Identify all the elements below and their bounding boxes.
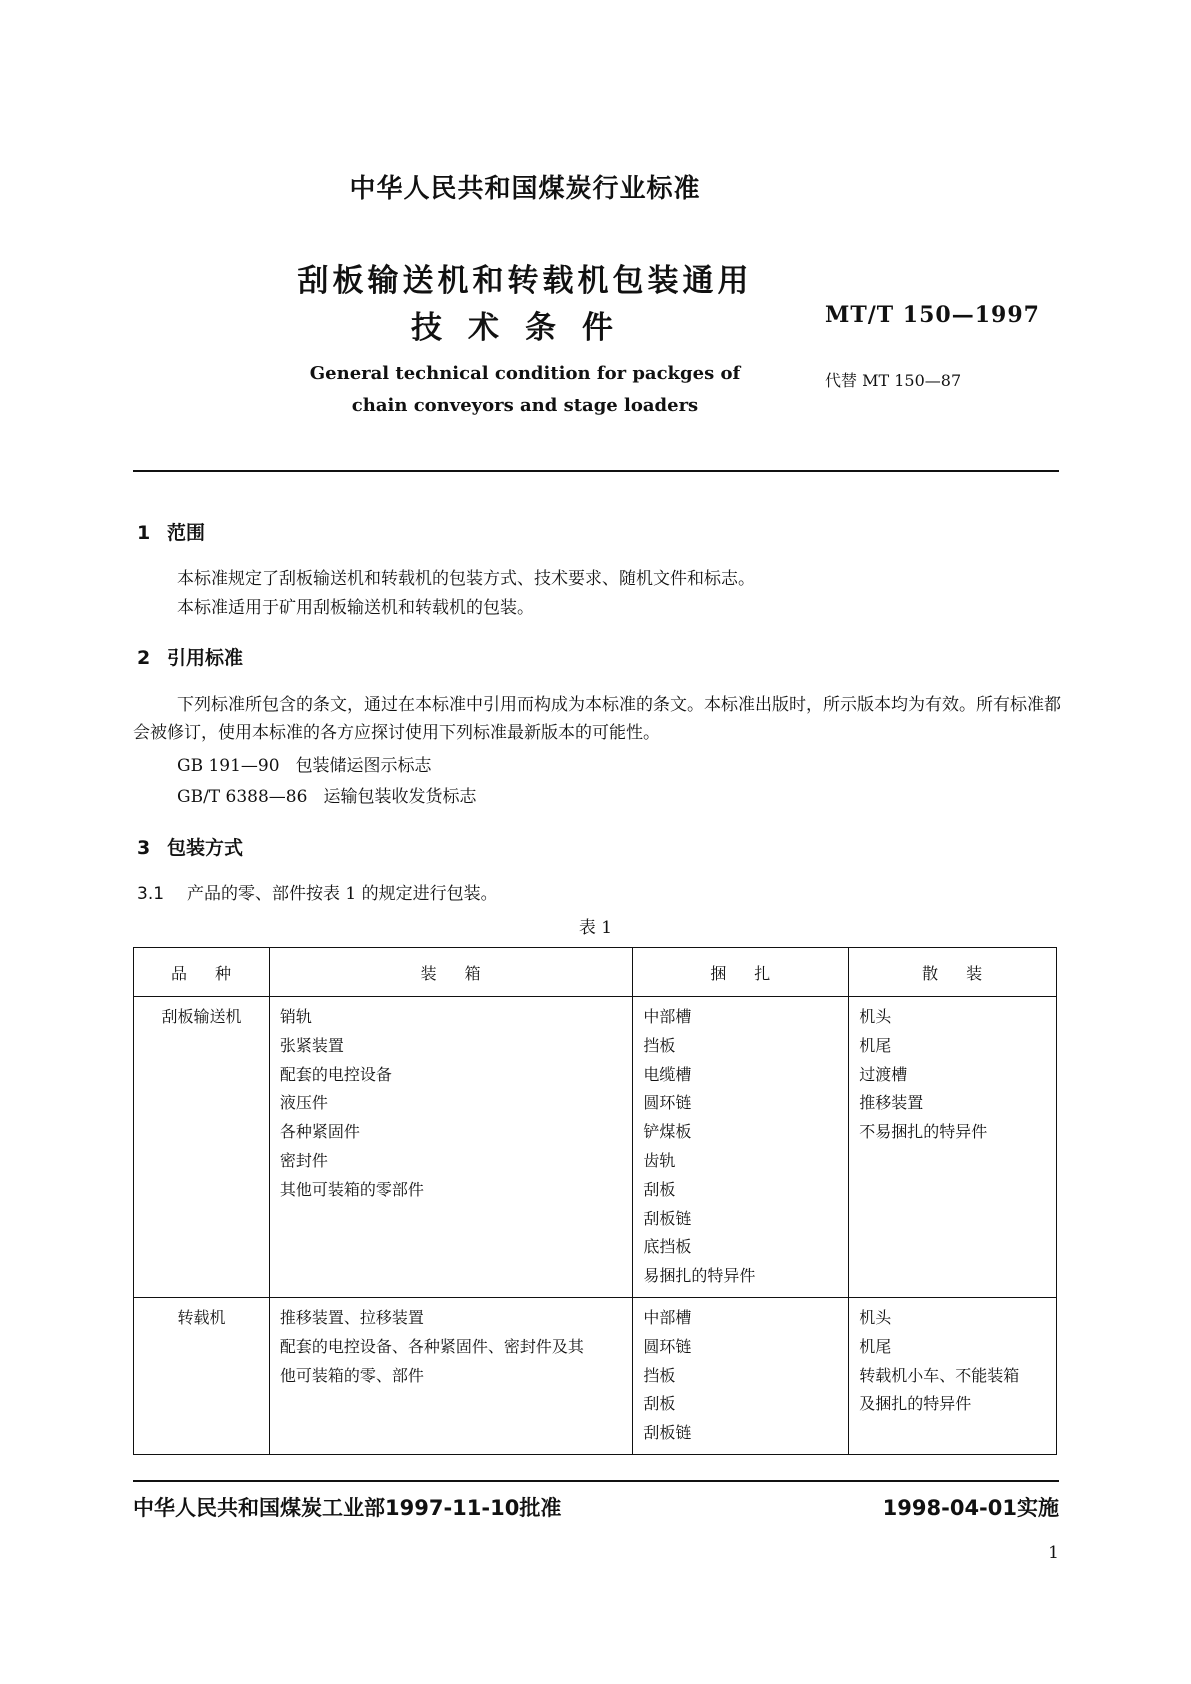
clause-number: 3.1 xyxy=(137,884,165,904)
section-3-heading xyxy=(137,833,243,860)
title-en-line1: General technical condition for packges of xyxy=(309,363,741,384)
table-row xyxy=(134,997,1057,1298)
section-1-paragraph-1: 本标准规定了刮板输送机和转载机的包装方式、技术要求、随机文件和标志。 xyxy=(177,569,755,589)
clause-3-1 xyxy=(137,880,498,908)
cell-item: 他可装箱的零、部件 xyxy=(279,1365,424,1385)
reference-title: 运输包装收发货标志 xyxy=(323,787,477,807)
cell-item: 不易捆扎的特异件 xyxy=(859,1122,988,1142)
title-en-line2: chain conveyors and stage loaders xyxy=(351,395,699,416)
column-header-loose: 散装 xyxy=(849,948,1057,997)
clause-text: 产品的零、部件按表 1 的规定进行包装。 xyxy=(187,884,498,904)
cell-item: 各种紧固件 xyxy=(279,1122,360,1142)
cell-bundled xyxy=(633,1297,849,1454)
section-number: 3 xyxy=(137,837,151,859)
section-number: 2 xyxy=(137,647,151,669)
cell-item: 刮板链 xyxy=(643,1423,692,1443)
cell-item: 中部槽 xyxy=(643,1307,692,1327)
cell-item: 机头 xyxy=(859,1307,892,1327)
cell-loose xyxy=(849,997,1057,1298)
cell-item: 齿轨 xyxy=(643,1150,676,1170)
cell-item: 张紧装置 xyxy=(279,1035,344,1055)
cell-item: 圆环链 xyxy=(643,1093,692,1113)
reference-code: GB 191—90 xyxy=(177,756,280,776)
cell-item: 其他可装箱的零部件 xyxy=(279,1179,424,1199)
cell-item: 推移装置 xyxy=(859,1093,924,1113)
cell-item: 刮板 xyxy=(643,1394,676,1414)
cell-item: 过渡槽 xyxy=(859,1064,908,1084)
reference-title: 包装储运图示标志 xyxy=(295,756,432,776)
footer-divider xyxy=(133,1480,1059,1482)
cell-boxed xyxy=(269,997,633,1298)
cell-item: 挡板 xyxy=(643,1365,676,1385)
column-header-variety: 品种 xyxy=(134,948,270,997)
cell-variety: 转载机 xyxy=(134,1297,270,1454)
page-number: 1 xyxy=(1048,1543,1059,1563)
header-divider xyxy=(133,470,1059,472)
standard-code: MT/T 150—1997 xyxy=(825,302,1040,328)
cell-item: 转载机小车、不能装箱 xyxy=(859,1365,1020,1385)
cell-item: 配套的电控设备 xyxy=(279,1064,392,1084)
cell-item: 机头 xyxy=(859,1007,892,1026)
cell-item: 易捆扎的特异件 xyxy=(643,1266,756,1286)
column-header-boxed: 装箱 xyxy=(269,948,633,997)
cell-item: 刮板 xyxy=(643,1179,676,1199)
cell-item: 及捆扎的特异件 xyxy=(859,1394,972,1414)
section-title: 引用标准 xyxy=(167,647,244,669)
section-1-paragraph-2: 本标准适用于矿用刮板输送机和转载机的包装。 xyxy=(177,598,534,618)
cell-item: 铲煤板 xyxy=(643,1122,692,1142)
reference-standard xyxy=(177,783,476,811)
approval-note: 中华人民共和国煤炭工业部1997-11-10批准 xyxy=(133,1496,562,1520)
cell-item: 液压件 xyxy=(279,1093,328,1113)
effective-date: 1998-04-01实施 xyxy=(882,1496,1059,1520)
section-2-paragraph: 下列标准所包含的条文，通过在本标准中引用而构成为本标准的条文。本标准出版时，所示版本均为有效。所有标准都会被修订，使用本标准的各方应探讨使用下列标准最新版本的可能性。 xyxy=(133,695,1061,743)
cell-item: 挡板 xyxy=(643,1035,676,1055)
cell-loose xyxy=(849,1297,1057,1454)
cell-item: 电缆槽 xyxy=(643,1064,692,1084)
table-row xyxy=(134,1297,1057,1454)
section-2-heading xyxy=(137,643,243,670)
cell-item: 配套的电控设备、各种紧固件、密封件及其 xyxy=(279,1336,584,1356)
cell-item: 密封件 xyxy=(279,1150,328,1170)
cell-item: 圆环链 xyxy=(643,1336,692,1356)
title-cn-line2: 技术条件 xyxy=(411,310,639,346)
cell-item: 机尾 xyxy=(859,1035,892,1055)
standard-authority: 中华人民共和国煤炭行业标准 xyxy=(349,174,701,204)
cell-item: 刮板链 xyxy=(643,1208,692,1228)
table-header-row xyxy=(134,948,1057,997)
table-caption: 表 1 xyxy=(578,918,613,938)
section-title: 范围 xyxy=(167,522,206,544)
section-1-heading xyxy=(137,518,205,545)
replaces-note: 代替 MT 150—87 xyxy=(825,371,962,390)
cell-item: 机尾 xyxy=(859,1336,892,1356)
cell-item: 销轨 xyxy=(279,1007,312,1026)
cell-item: 底挡板 xyxy=(643,1237,692,1257)
cell-boxed xyxy=(269,1297,633,1454)
title-cn-line1: 刮板输送机和转载机包装通用 xyxy=(297,263,753,299)
cell-item: 推移装置、拉移装置 xyxy=(279,1307,424,1327)
packaging-table xyxy=(133,947,1057,1455)
cell-bundled xyxy=(633,997,849,1298)
section-number: 1 xyxy=(137,522,151,544)
column-header-bundled: 捆扎 xyxy=(633,948,849,997)
reference-code: GB/T 6388—86 xyxy=(177,787,308,807)
reference-standard xyxy=(177,752,432,780)
cell-item: 中部槽 xyxy=(643,1007,692,1026)
cell-variety: 刮板输送机 xyxy=(134,997,270,1298)
section-title: 包装方式 xyxy=(167,837,244,859)
